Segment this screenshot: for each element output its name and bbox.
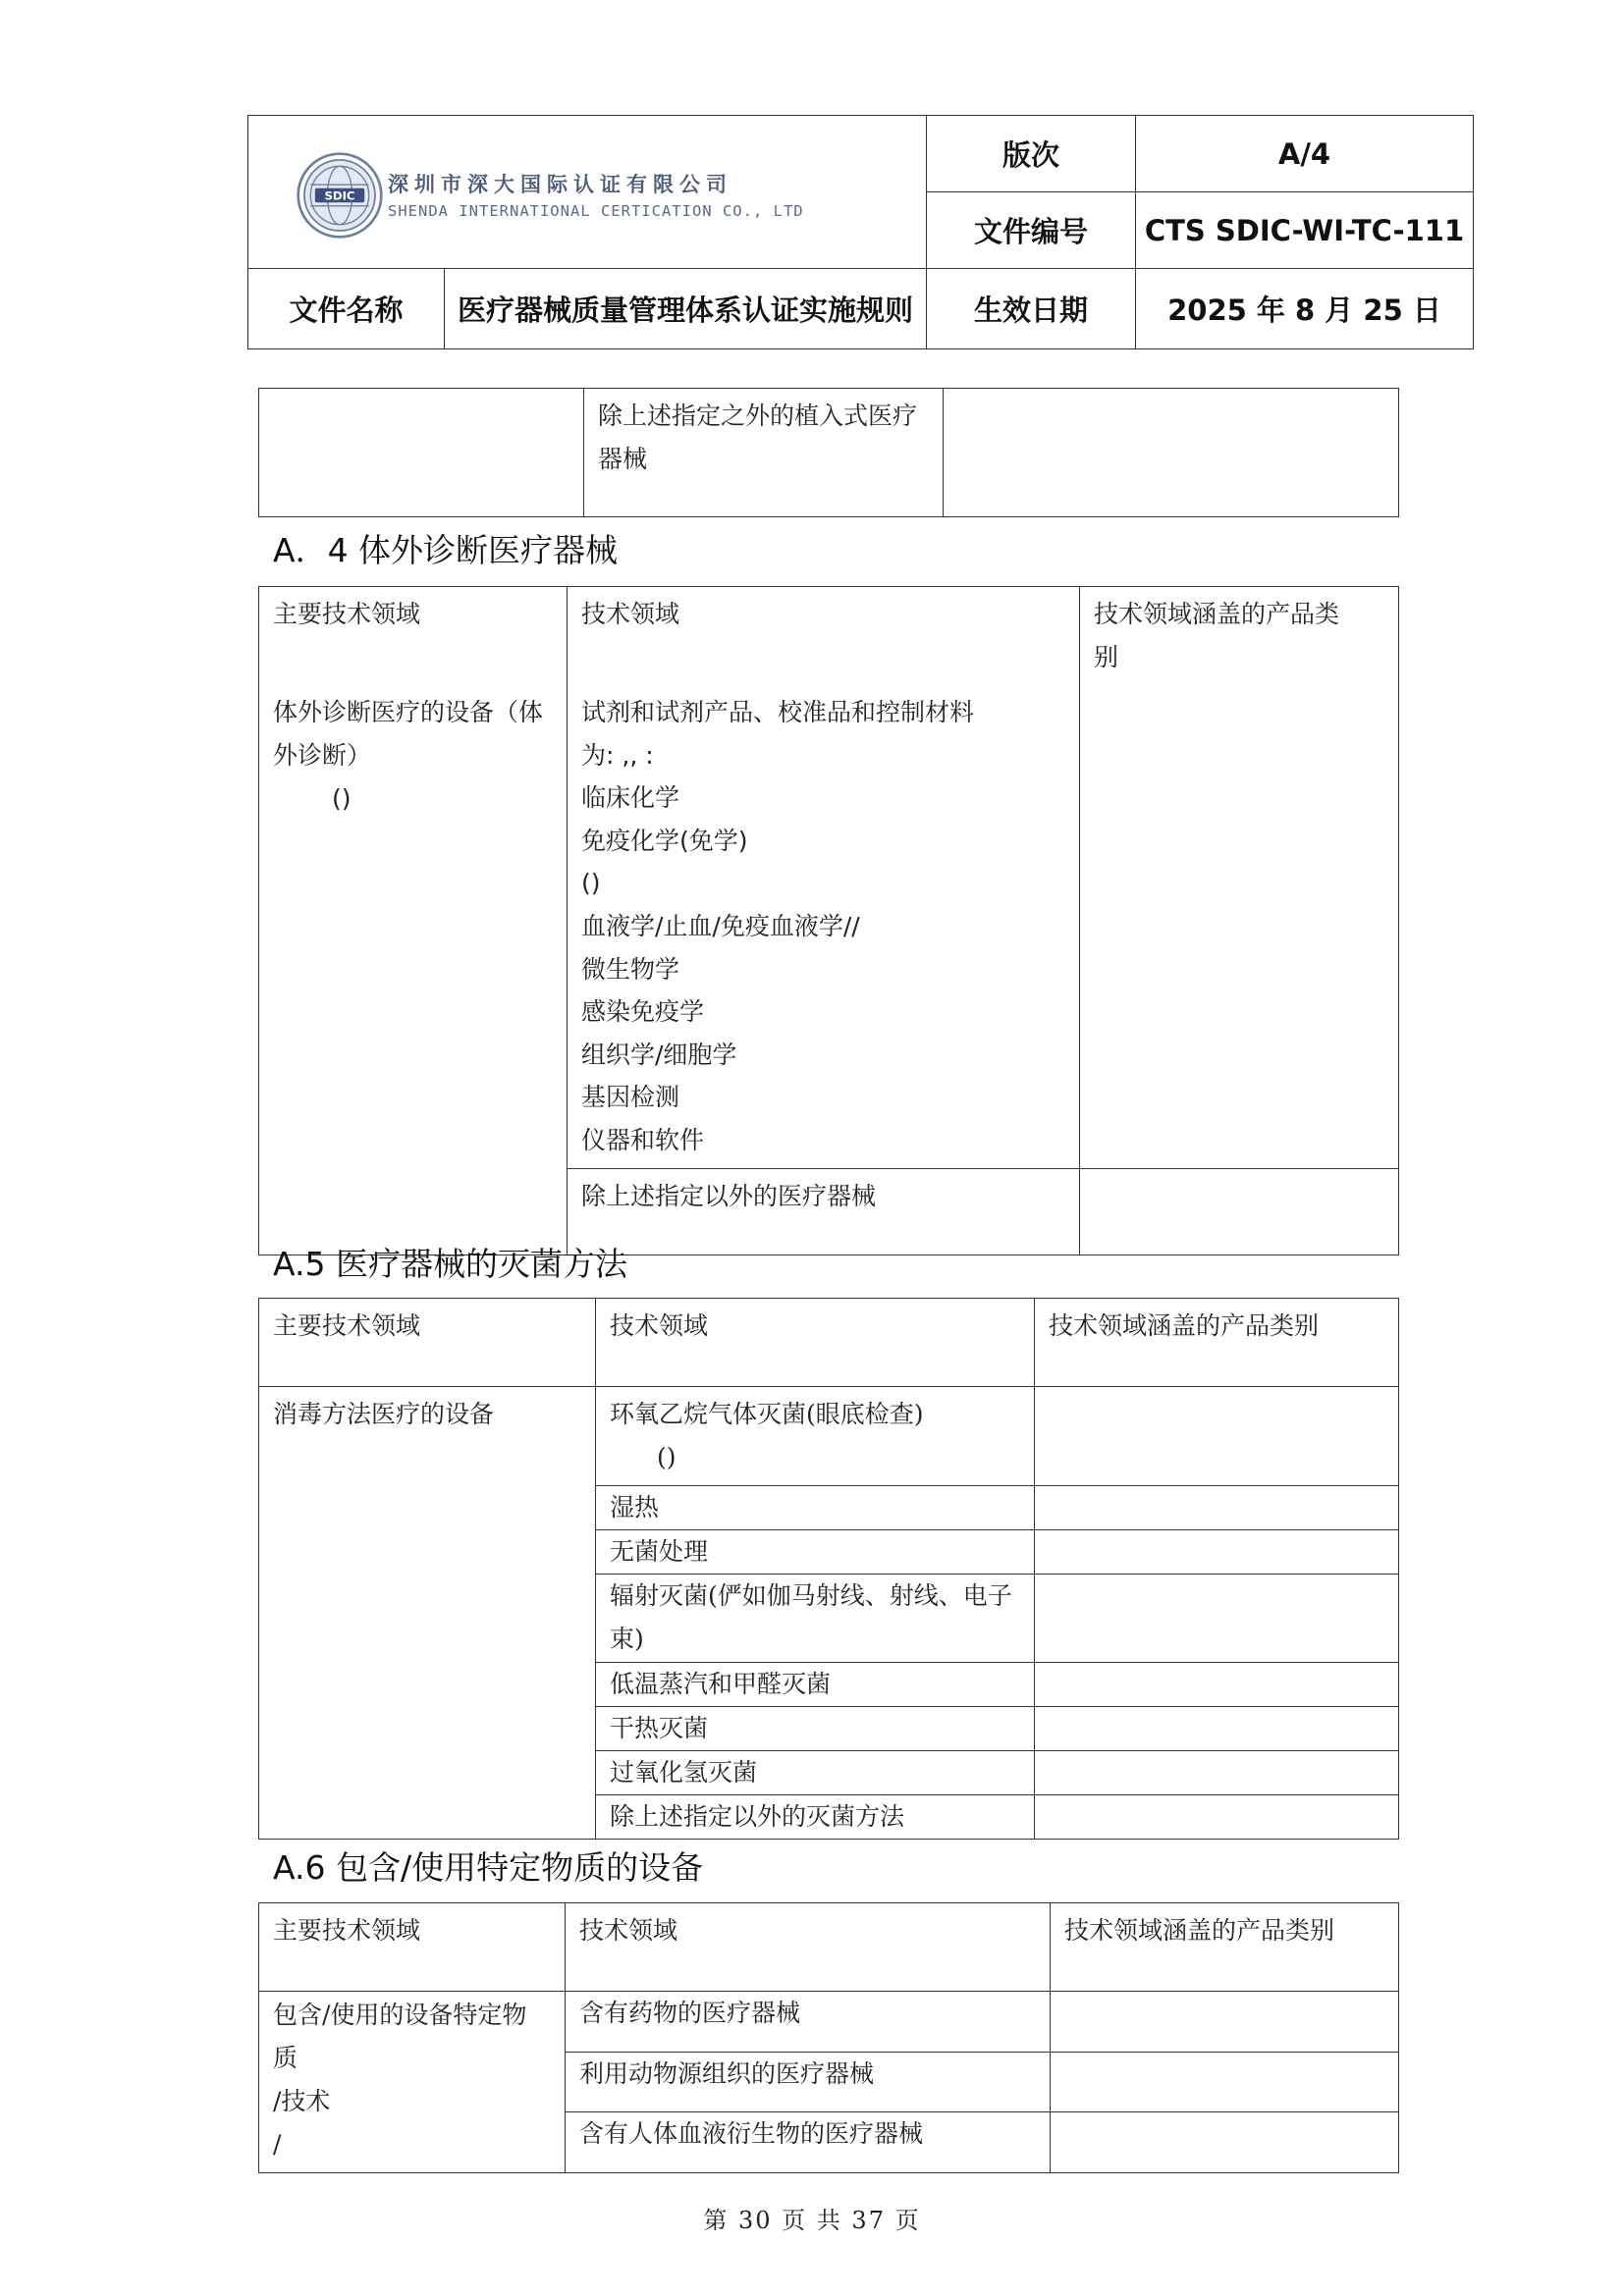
- continuation-table: [258, 388, 1399, 517]
- section-heading-a4: A．4 体外诊断医疗器械: [273, 531, 619, 569]
- date-label: 生效日期: [927, 269, 1136, 349]
- main-area-cell: 包含/使用的设备特定物质 /技术 /: [259, 1992, 566, 2173]
- table-row: 含有人体血液衍生物的医疗器械: [566, 2112, 1051, 2173]
- table-a5: [258, 1298, 1399, 1840]
- page-number: 第 30 页 共 37 页: [703, 2207, 921, 2234]
- section-heading-a5: A.5 医疗器械的灭菌方法: [273, 1245, 627, 1283]
- company-seal-icon: [296, 151, 384, 240]
- product-category-cell: [1035, 1530, 1399, 1575]
- tech-area-list: 试剂和试剂产品、校准品和控制材料 为: ,, : 临床化学 免疫化学(免学) () 血液学/止血/免疫血液学// 微生物学 感染免疫学 组织学/细胞学 基因检测 仪器和软件: [568, 685, 1080, 1168]
- table-row: 无菌处理: [596, 1530, 1035, 1575]
- table-row: 利用动物源组织的医疗器械: [566, 2052, 1051, 2112]
- table-a6: [258, 1902, 1399, 2173]
- col-header-main: 主要技术领域: [259, 1299, 596, 1387]
- product-category-cell: [1051, 2112, 1399, 2173]
- tech-line: 器械: [598, 445, 648, 473]
- tech-line: 除上述指定之外的植入式医疗: [598, 401, 918, 430]
- col-header-main: 主要技术领域: [259, 1903, 566, 1992]
- col-header-products: 技术领域涵盖的产品类 别: [1080, 587, 1399, 686]
- name-label: 文件名称: [248, 269, 445, 349]
- table-row: 湿热: [596, 1486, 1035, 1530]
- main-area-cell: 消毒方法医疗的设备: [259, 1387, 596, 1840]
- product-category-cell: [1035, 1707, 1399, 1751]
- col-header-tech: 技术领域: [566, 1903, 1051, 1992]
- product-category-cell: [1080, 1168, 1399, 1255]
- product-category-cell: [1035, 1663, 1399, 1707]
- date-value: 2025 年 8 月 25 日: [1136, 269, 1474, 349]
- table-row: 辐射灭菌(俨如伽马射线、射线、电子 束): [596, 1575, 1035, 1663]
- tech-area-cell: [584, 389, 944, 517]
- table-a4: [258, 586, 1399, 1255]
- section-heading-a6: A.6 包含/使用特定物质的设备: [273, 1848, 704, 1887]
- product-category-cell: [1035, 1387, 1399, 1486]
- table-row: 过氧化氢灭菌: [596, 1751, 1035, 1795]
- col-header-products: 技术领域涵盖的产品类别: [1051, 1903, 1399, 1992]
- product-category-cell: [1035, 1751, 1399, 1795]
- product-category-cell: [1051, 2052, 1399, 2112]
- docno-value: CTS SDIC-WI-TC-111: [1136, 192, 1474, 269]
- col-header-tech: 技术领域: [568, 587, 1080, 686]
- document-header: [247, 115, 1474, 349]
- col-header-tech: 技术领域: [596, 1299, 1035, 1387]
- col-header-products: 技术领域涵盖的产品类别: [1035, 1299, 1399, 1387]
- tech-area-other: 除上述指定以外的医疗器械: [568, 1168, 1080, 1255]
- version-value: A/4: [1136, 116, 1474, 192]
- product-category-cell: [1080, 685, 1399, 1168]
- product-category-cell: [1035, 1795, 1399, 1840]
- col-header-main: 主要技术领域: [259, 587, 568, 686]
- table-row: 除上述指定以外的灭菌方法: [596, 1795, 1035, 1840]
- table-row: 含有药物的医疗器械: [566, 1992, 1051, 2053]
- docno-label: 文件编号: [927, 192, 1136, 269]
- company-logo-cell: [248, 116, 927, 269]
- table-cell: [259, 389, 584, 517]
- table-row: 环氧乙烷气体灭菌(眼底检查) (): [596, 1387, 1035, 1486]
- seal-text: SDIC: [324, 188, 355, 203]
- version-label: 版次: [927, 116, 1136, 192]
- company-name-en: SHENDA INTERNATIONAL CERTICATION CO., LTD: [388, 202, 804, 220]
- product-category-cell: [1035, 1575, 1399, 1663]
- product-category-cell: [1051, 1992, 1399, 2053]
- main-area-cell: 体外诊断医疗的设备（体 外诊断） (): [259, 685, 568, 1255]
- table-cell: [944, 389, 1399, 517]
- table-row: 干热灭菌: [596, 1707, 1035, 1751]
- company-name-cn: 深圳市深大国际认证有限公司: [388, 172, 732, 196]
- table-row: 低温蒸汽和甲醛灭菌: [596, 1663, 1035, 1707]
- product-category-cell: [1035, 1486, 1399, 1530]
- name-value: 医疗器械质量管理体系认证实施规则: [445, 269, 927, 349]
